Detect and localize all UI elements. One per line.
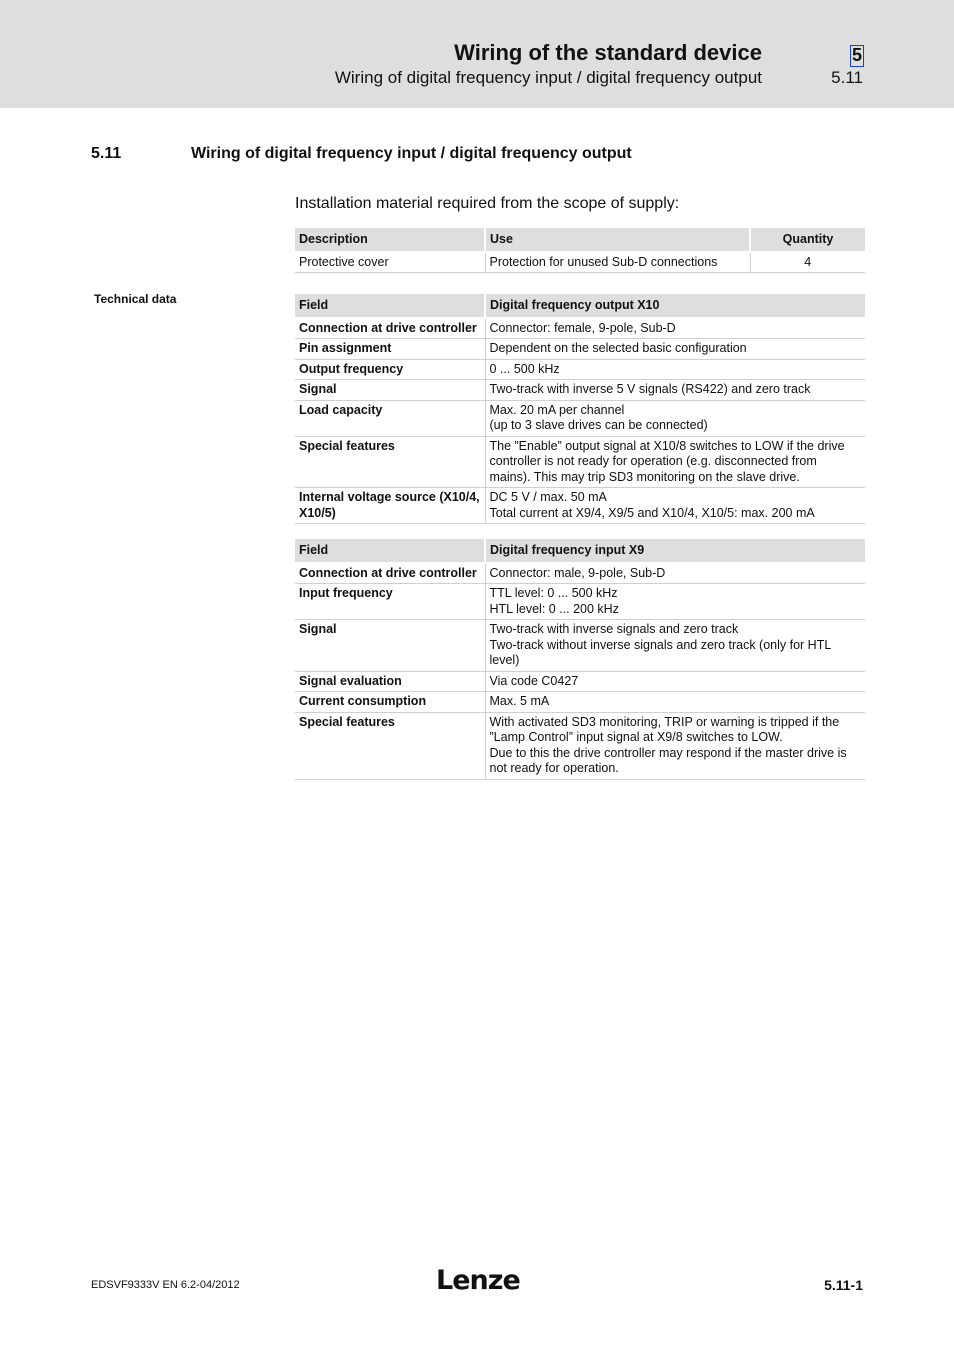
column-header: Quantity — [750, 228, 865, 252]
field-name: Special features — [295, 712, 485, 779]
field-name: Pin assignment — [295, 339, 485, 360]
field-name: Connection at drive controller — [295, 318, 485, 339]
table-row — [295, 318, 865, 339]
table-row — [295, 671, 865, 692]
field-name: Load capacity — [295, 400, 485, 436]
table-row — [295, 584, 865, 620]
field-name: Input frequency — [295, 584, 485, 620]
field-value — [485, 584, 865, 620]
table-row — [295, 359, 865, 380]
value-line: TTL level: 0 ... 500 kHz — [489, 586, 618, 600]
field-name: Signal — [295, 620, 485, 672]
table-header-row — [295, 228, 865, 252]
table-cell: Protective cover — [295, 252, 485, 273]
value-line: DC 5 V / max. 50 mA — [489, 490, 607, 504]
value-line: Max. 20 mA per channel — [489, 402, 625, 417]
footer-page-number: 5.11-1 — [824, 1277, 863, 1293]
value-line: Total current at X9/4, X9/5 and X10/4, X10/5: max. 200 mA — [489, 505, 815, 520]
table-row — [295, 339, 865, 360]
chapter-badge[interactable]: 5 — [851, 45, 862, 65]
column-header: Digital frequency input X9 — [485, 539, 865, 563]
field-name: Signal evaluation — [295, 671, 485, 692]
column-header: Digital frequency output X10 — [485, 294, 865, 318]
field-name: Internal voltage source (X10/4, X10/5) — [295, 488, 485, 524]
table-header-row — [295, 539, 865, 563]
value-line: 0 ... 500 kHz — [489, 361, 560, 376]
table-cell: 4 — [750, 252, 865, 273]
value-line: The ”Enable” output signal at X10/8 switches to LOW if the drive controller is not ready for operation (e.g. disconnected from mains). This may trip SD3 monitoring on the slave drive. — [489, 438, 845, 484]
value-line: HTL level: 0 ... 200 kHz — [489, 601, 619, 616]
field-value — [485, 318, 865, 339]
field-name: Signal — [295, 380, 485, 401]
supply-table — [295, 228, 865, 273]
field-value — [485, 359, 865, 380]
value-line: Via code C0427 — [489, 673, 579, 688]
value-line: With activated SD3 monitoring, TRIP or warning is tripped if the ”Lamp Control” input signal at X9/8 switches to LOW. — [489, 714, 840, 744]
value-line: Two-track with inverse 5 V signals (RS422) and zero track — [489, 382, 811, 396]
table-row — [295, 252, 865, 273]
field-value — [485, 400, 865, 436]
table-header-row — [295, 294, 865, 318]
intro-text: Installation material required from the scope of supply: — [295, 195, 680, 212]
lenze-logo: Lenze — [436, 1265, 520, 1296]
field-value — [485, 712, 865, 779]
x9-spec-table — [295, 539, 865, 780]
value-line: Two-track with inverse signals and zero track — [489, 622, 739, 636]
value-line: Dependent on the selected basic configuration — [489, 341, 747, 355]
table-row — [295, 488, 865, 524]
field-value — [485, 339, 865, 360]
field-value — [485, 563, 865, 584]
table-row — [295, 620, 865, 672]
footer-document-id: EDSVF9333V EN 6.2-04/2012 — [91, 1279, 240, 1291]
technical-data-label: Technical data — [94, 292, 177, 306]
header-subtitle: Wiring of digital frequency input / digital frequency output — [334, 68, 762, 87]
field-name: Connection at drive controller — [295, 563, 485, 584]
header-section-number: 5.11 — [831, 68, 863, 87]
field-name: Special features — [295, 436, 485, 488]
table-row — [295, 563, 865, 584]
value-line: Connector: female, 9-pole, Sub-D — [489, 320, 676, 335]
field-value — [485, 620, 865, 672]
field-value — [485, 692, 865, 713]
value-line: Max. 5 mA — [489, 694, 550, 708]
column-header: Description — [295, 228, 485, 252]
field-name: Current consumption — [295, 692, 485, 713]
field-value — [485, 671, 865, 692]
column-header: Field — [295, 294, 485, 318]
field-name: Output frequency — [295, 359, 485, 380]
table-cell: Protection for unused Sub-D connections — [485, 252, 750, 273]
x10-spec-table — [295, 294, 865, 524]
column-header: Field — [295, 539, 485, 563]
section-title: Wiring of digital frequency input / digital frequency output — [191, 145, 632, 162]
table-row — [295, 712, 865, 779]
header-title: Wiring of the standard device — [454, 40, 762, 65]
field-value — [485, 436, 865, 488]
table-row — [295, 436, 865, 488]
column-header: Use — [485, 228, 750, 252]
table-row — [295, 380, 865, 401]
value-line: Two-track without inverse signals and zero track (only for HTL level) — [489, 637, 831, 667]
section-number: 5.11 — [91, 145, 122, 162]
value-line: Connector: male, 9-pole, Sub-D — [489, 565, 666, 580]
table-row — [295, 400, 865, 436]
value-line: Due to this the drive controller may respond if the master drive is not ready for operation. — [489, 745, 847, 775]
field-value — [485, 380, 865, 401]
field-value — [485, 488, 865, 524]
table-row — [295, 692, 865, 713]
value-line: (up to 3 slave drives can be connected) — [489, 418, 708, 432]
